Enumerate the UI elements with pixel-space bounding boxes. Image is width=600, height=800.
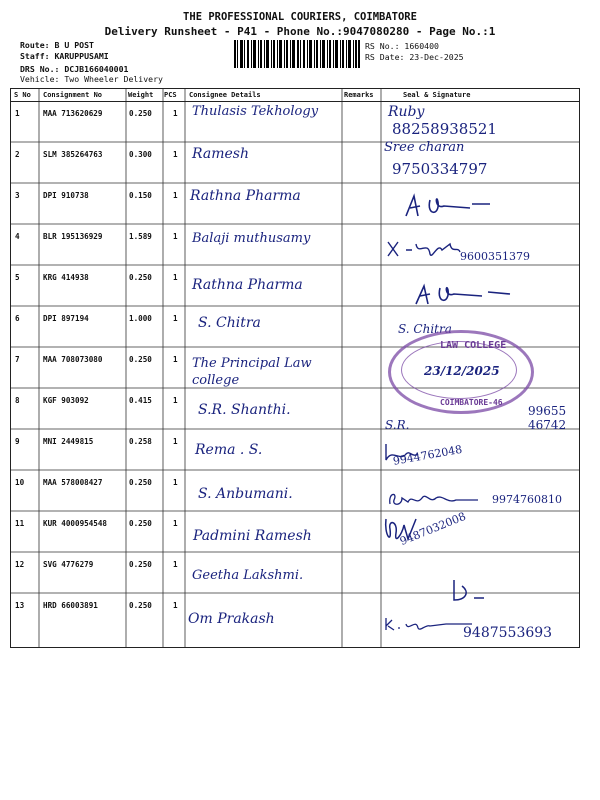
receiver-phone: 9487032008 [398, 509, 468, 549]
col-consignee: Consignee Details [189, 91, 261, 99]
cell-pcs: 1 [173, 437, 178, 446]
cell-weight: 0.250 [129, 601, 152, 610]
signature-scribble [448, 578, 488, 604]
cell-weight: 0.250 [129, 478, 152, 487]
receiver-signature: Ruby [388, 104, 425, 120]
seal-date: 23/12/2025 [424, 364, 500, 378]
table-row [11, 142, 579, 183]
receiver-phone: 9974760810 [492, 493, 562, 506]
consignee-handwriting: Thulasis Tekhology [192, 104, 319, 119]
cell-weight: 0.300 [129, 150, 152, 159]
cell-consignment: MAA 708073080 [43, 355, 103, 364]
cell-pcs: 1 [173, 191, 178, 200]
cell-consignment: MAA 713620629 [43, 109, 103, 118]
cell-sno: 5 [15, 273, 20, 282]
staff-label: Staff: KARUPPUSAMI [20, 51, 109, 61]
cell-weight: 0.258 [129, 437, 152, 446]
receiver-signature: S.R. [385, 418, 410, 432]
cell-sno: 1 [15, 109, 20, 118]
cell-pcs: 1 [173, 519, 178, 528]
cell-sno: 2 [15, 150, 20, 159]
col-consignment: Consignment No [43, 91, 103, 99]
cell-sno: 9 [15, 437, 20, 446]
cell-pcs: 1 [173, 601, 178, 610]
col-sno: S No [14, 91, 31, 99]
cell-weight: 1.000 [129, 314, 152, 323]
cell-consignment: DPI 910738 [43, 191, 89, 200]
cell-consignment: HRD 66003891 [43, 601, 98, 610]
cell-weight: 0.415 [129, 396, 152, 405]
cell-pcs: 1 [173, 396, 178, 405]
cell-sno: 7 [15, 355, 20, 364]
receiver-phone: 88258938521 [392, 120, 497, 138]
cell-sno: 11 [15, 519, 25, 528]
receiver-phone: 99655 46742 [528, 404, 567, 432]
consignee-handwriting: Geetha Lakshmi. [192, 568, 304, 583]
consignee-handwriting: Rathna Pharma [192, 277, 303, 293]
consignee-handwriting: Balaji muthusamy [192, 231, 311, 246]
consignee-handwriting: Rathna Pharma [190, 188, 301, 204]
cell-weight: 0.250 [129, 355, 152, 364]
receiver-phone: 9750334797 [392, 160, 488, 178]
consignee-handwriting: Ramesh [192, 146, 249, 162]
consignee-handwriting: Om Prakash [188, 611, 275, 627]
cell-sno: 6 [15, 314, 20, 323]
cell-consignment: KRG 414938 [43, 273, 89, 282]
vehicle-label: Vehicle: Two Wheeler Delivery [20, 74, 163, 84]
col-seal: Seal & Signature [403, 91, 471, 99]
table-row [11, 429, 579, 470]
title-runsheet: Delivery Runsheet - P41 - Phone No.:9047080280 - Page No.:1 [104, 25, 496, 38]
consignee-handwriting: Padmini Ramesh [193, 528, 312, 544]
signature-scribble [412, 280, 522, 310]
cell-sno: 4 [15, 232, 20, 241]
cell-sno: 13 [15, 601, 25, 610]
receiver-signature: S. Chitra [398, 322, 452, 336]
cell-weight: 0.250 [129, 273, 152, 282]
rs-date-label: RS Date: 23-Dec-2025 [365, 52, 464, 62]
cell-pcs: 1 [173, 232, 178, 241]
cell-weight: 0.150 [129, 191, 152, 200]
receiver-signature: Sree charan [384, 140, 465, 155]
cell-pcs: 1 [173, 355, 178, 364]
receiver-phone: 9944762048 [392, 442, 464, 468]
rs-no-label: RS No.: 1660400 [365, 41, 439, 51]
cell-sno: 3 [15, 191, 20, 200]
cell-consignment: SVG 4776279 [43, 560, 94, 569]
cell-consignment: MAA 578008427 [43, 478, 103, 487]
col-weight: Weight [128, 91, 154, 99]
signature-scribble [400, 190, 510, 222]
cell-consignment: SLM 385264763 [43, 150, 103, 159]
consignee-handwriting: Rema . S. [195, 442, 263, 458]
cell-pcs: 1 [173, 109, 178, 118]
col-remarks: Remarks [344, 91, 374, 99]
drs-label: DRS No.: DCJB166040001 [20, 64, 129, 74]
cell-sno: 10 [15, 478, 25, 487]
barcode [234, 40, 360, 68]
cell-consignment: DPI 897194 [43, 314, 89, 323]
seal-bottom-text: COIMBATORE-46 [440, 398, 503, 407]
cell-weight: 1.589 [129, 232, 152, 241]
cell-weight: 0.250 [129, 519, 152, 528]
consignee-handwriting: S.R. Shanthi. [198, 402, 291, 418]
consignee-handwriting: S. Chitra [198, 315, 261, 331]
consignee-handwriting: S. Anbumani. [198, 486, 293, 502]
signature-scribble [384, 236, 464, 266]
receiver-phone: 9487553693 [463, 625, 553, 641]
route-label: Route: B U POST [20, 40, 94, 50]
cell-pcs: 1 [173, 314, 178, 323]
seal-top-text: LAW COLLEGE [440, 340, 507, 351]
cell-consignment: BLR 195136929 [43, 232, 103, 241]
consignee-handwriting: The Principal Law college [192, 356, 312, 388]
cell-sno: 8 [15, 396, 20, 405]
cell-pcs: 1 [173, 150, 178, 159]
cell-consignment: MNI 2449815 [43, 437, 94, 446]
receiver-phone: 9600351379 [460, 250, 530, 263]
cell-pcs: 1 [173, 560, 178, 569]
cell-consignment: KGF 903092 [43, 396, 89, 405]
col-pcs: PCS [164, 91, 177, 99]
signature-scribble [386, 488, 486, 510]
title-company: THE PROFESSIONAL COURIERS, COIMBATORE [183, 11, 417, 23]
cell-consignment: KUR 4000954548 [43, 519, 108, 528]
cell-pcs: 1 [173, 273, 178, 282]
cell-weight: 0.250 [129, 109, 152, 118]
cell-weight: 0.250 [129, 560, 152, 569]
cell-pcs: 1 [173, 478, 178, 487]
cell-sno: 12 [15, 560, 25, 569]
